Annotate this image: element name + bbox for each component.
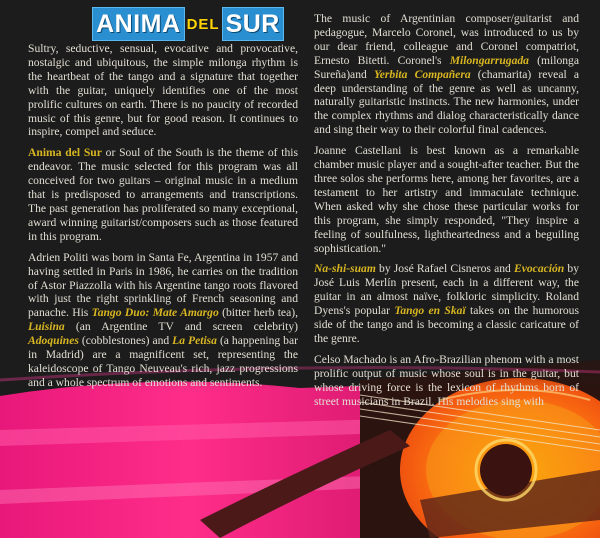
text-span: by José Luis Merlín present, each in a different way, the guitar in an almost naïve, folkloric simplicity. Roland Dyens's popular	[314, 262, 579, 318]
text-span: The music of Argentinian composer/guitarist and pedagogue, Marcelo Coronel, was introduced to us by our dear friend, colleague and Coronel compatriot, Ernesto Bitetti. Coronel's	[314, 12, 579, 67]
right-paragraph-2: Joanne Castellani is best known as a remarkable chamber music player and a sought-after teacher. But the three solos she performs here, among her favorites, are a testament to her artistry and immaculate technique. When asked why she chose these particular works for this program, she simply responded, "They inspire a feeling of soulfulness, lightheartedness and a beguiling sophistication."	[314, 144, 579, 255]
text-span: (cobblestones) and	[78, 334, 173, 348]
left-paragraph-2	[28, 146, 298, 243]
work-title: Yerbita Compañera	[373, 67, 471, 81]
right-paragraph-1	[314, 12, 579, 137]
work-title: Tango Duo: Mate Amargo	[91, 306, 219, 320]
work-title: Evocación	[514, 262, 565, 276]
text-span: (a happening bar in Madrid) are a magnificent set, representing the kaleidoscope of Tango Neuveau's rich, jazz progressions and a whole spectrum of emotions and sentiments.	[28, 334, 298, 389]
work-title: Milongarrugada	[449, 53, 529, 67]
right-column	[314, 12, 579, 415]
text-span: takes on the humorous side of the tango and is becoming a classic caricature of the genre.	[314, 304, 579, 345]
work-title: Na-shi-suam	[314, 262, 376, 276]
text-span: (an Argentine TV and screen celebrity)	[64, 320, 298, 334]
left-paragraph-3	[28, 251, 298, 390]
album-title	[88, 7, 288, 39]
title-word-anima: ANIMA	[92, 7, 184, 41]
left-column	[28, 42, 298, 397]
text-span: by José Rafael Cisneros and	[375, 262, 514, 276]
right-paragraph-3	[314, 262, 579, 345]
work-title: La Petisa	[172, 334, 217, 348]
title-word-del: DEL	[186, 16, 220, 33]
text-span: (bitter herb tea),	[218, 306, 298, 320]
left-paragraph-1: Sultry, seductive, sensual, evocative and provocative, nostalgic and ubiquitous, the simple milonga rhythm is the heartbeat of the tango and a signature that together with the guitar, uniquely identifies one of the most prolific cultures on earth. There is no paucity of recorded music of this genre, but for good reason. It continues to inspire, compel and seduce.	[28, 42, 298, 139]
title-word-sur: SUR	[222, 7, 284, 41]
text-span: (milonga Sureña)and	[314, 53, 579, 81]
left-paragraph-2-text: or Soul of the South is the theme of this endeavor. The music selected for this program was all conceived for two guitars – original music in a medium that is predisposed to arrangements and transcriptions. The past generation has proliferated so many exceptional, award winning guitarist/composers such as those featured in this program.	[28, 146, 298, 243]
anima-del-sur-highlight: Anima del Sur	[28, 146, 102, 160]
work-title: Adoquines	[28, 334, 79, 348]
work-title: Tango en Skaï	[394, 304, 466, 318]
text-span: (chamarita) reveal a deep understanding of the genre as well as uncanny, naturally guitaristic instincts. The new harmonies, under the complex rhythms and dialog characteristically dance and sing their way to their colorful final cadences.	[314, 67, 579, 137]
work-title: Luisina	[28, 320, 65, 334]
text-span: Adrien Politi was born in Santa Fe, Argentina in 1957 and having settled in Paris in 1986, he carries on the tradition of Astor Piazzolla with his Argentine tango roots flavored with just the right sprinkling of French seasoning and panache. His	[28, 250, 298, 320]
right-paragraph-4: Celso Machado is an Afro-Brazilian phenom with a most prolific output of music whose soul is in the guitar, but whose driving force is the lexicon of rhythms born of street musicians in Brazil. His melodies sing with	[314, 352, 579, 408]
